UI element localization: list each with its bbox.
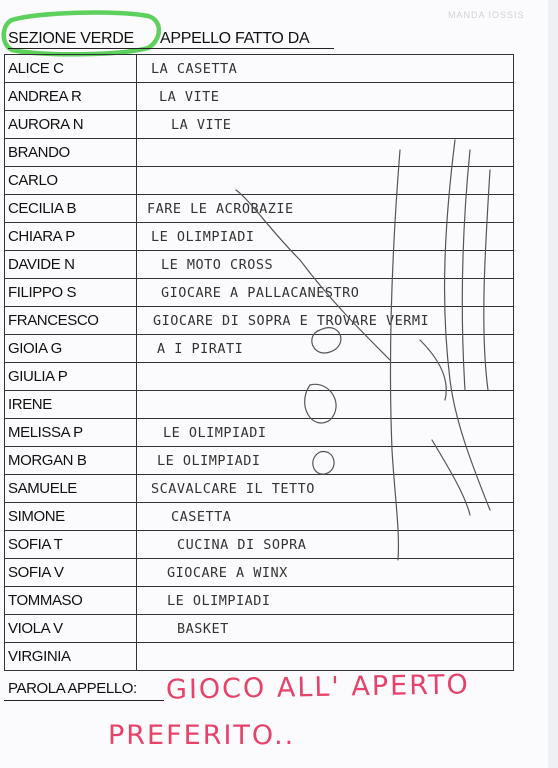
answer-cell xyxy=(137,139,514,167)
table-row xyxy=(5,475,514,503)
answer-cell xyxy=(137,503,514,531)
answer-cell xyxy=(137,83,514,111)
student-name: DAVIDE N xyxy=(5,251,137,279)
student-name: FILIPPO S xyxy=(5,279,137,307)
answer-cell xyxy=(137,615,514,643)
handwritten-answer: LE MOTO CROSS xyxy=(161,256,274,273)
student-name: VIOLA V xyxy=(5,615,137,643)
table-row xyxy=(5,167,514,195)
student-name: SIMONE xyxy=(5,503,137,531)
student-name: IRENE xyxy=(5,391,137,419)
answer-cell xyxy=(137,447,514,475)
handwritten-answer: GIOCARE A PALLACANESTRO xyxy=(161,284,360,301)
student-name: GIOIA G xyxy=(5,335,137,363)
student-name: ALICE C xyxy=(5,55,137,83)
table-row xyxy=(5,587,514,615)
student-name: TOMMASO xyxy=(5,587,137,615)
answer-cell xyxy=(137,643,514,671)
student-name: VIRGINIA xyxy=(5,643,137,671)
table-row xyxy=(5,559,514,587)
table-row xyxy=(5,447,514,475)
student-name: CARLO xyxy=(5,167,137,195)
table-row xyxy=(5,223,514,251)
parola-appello-label: PAROLA APPELLO: xyxy=(8,680,137,697)
table-row xyxy=(5,55,514,83)
table-row xyxy=(5,279,514,307)
student-name: BRANDO xyxy=(5,139,137,167)
answer-cell xyxy=(137,251,514,279)
page-edge xyxy=(548,0,558,768)
student-name: SAMUELE xyxy=(5,475,137,503)
student-name: MELISSA P xyxy=(5,419,137,447)
table-row xyxy=(5,531,514,559)
answer-cell xyxy=(137,195,514,223)
student-name: AURORA N xyxy=(5,111,137,139)
answer-cell xyxy=(137,111,514,139)
student-name: SOFIA V xyxy=(5,559,137,587)
answer-cell xyxy=(137,587,514,615)
handwritten-answer: A I PIRATI xyxy=(157,340,244,357)
table-row xyxy=(5,503,514,531)
handwritten-answer: SCAVALCARE IL TETTO xyxy=(151,480,315,497)
parola-appello-word-line1: GIOCO ALL' APERTO xyxy=(165,669,470,706)
answer-cell xyxy=(137,531,514,559)
answer-cell xyxy=(137,279,514,307)
faint-corner-text: MANDA IOSSIS xyxy=(448,10,525,20)
handwritten-answer: BASKET xyxy=(177,620,229,637)
handwritten-answer: LA VITE xyxy=(171,116,232,133)
section-label: SEZIONE VERDE xyxy=(8,30,134,47)
student-name: GIULIA P xyxy=(5,363,137,391)
answer-cell xyxy=(137,167,514,195)
table-row xyxy=(5,83,514,111)
parola-appello-word-line2: PREFERITO.. xyxy=(108,720,296,751)
handwritten-answer: GIOCARE A WINX xyxy=(167,564,288,581)
table-row xyxy=(5,419,514,447)
handwritten-answer: LE OLIMPIADI xyxy=(167,592,271,609)
student-name: FRANCESCO xyxy=(5,307,137,335)
answer-cell xyxy=(137,475,514,503)
handwritten-answer: CASETTA xyxy=(171,508,232,525)
student-name: CECILIA B xyxy=(5,195,137,223)
sheet-header xyxy=(4,18,524,50)
table-row xyxy=(5,391,514,419)
table-row xyxy=(5,111,514,139)
handwritten-answer: LE OLIMPIADI xyxy=(163,424,267,441)
table-row xyxy=(5,363,514,391)
handwritten-answer: LA VITE xyxy=(159,88,220,105)
handwritten-answer: LA CASETTA xyxy=(151,60,238,77)
student-name: CHIARA P xyxy=(5,223,137,251)
roll-table xyxy=(4,54,514,671)
student-name: MORGAN B xyxy=(5,447,137,475)
table-row xyxy=(5,195,514,223)
table-row xyxy=(5,139,514,167)
student-name: SOFIA T xyxy=(5,531,137,559)
answer-cell xyxy=(137,391,514,419)
table-row xyxy=(5,307,514,335)
student-name: ANDREA R xyxy=(5,83,137,111)
handwritten-answer: LE OLIMPIADI xyxy=(151,228,255,245)
answer-cell xyxy=(137,363,514,391)
handwritten-answer: CUCINA DI SOPRA xyxy=(177,536,307,553)
table-row xyxy=(5,615,514,643)
header-underline xyxy=(8,48,334,49)
answer-cell xyxy=(137,419,514,447)
answer-cell xyxy=(137,55,514,83)
handwritten-answer: GIOCARE DI SOPRA E TROVARE VERMI xyxy=(153,312,430,329)
answer-cell xyxy=(137,223,514,251)
table-row xyxy=(5,251,514,279)
footer-underline xyxy=(4,700,164,701)
table-row xyxy=(5,643,514,671)
appello-label: APPELLO FATTO DA xyxy=(160,30,310,47)
handwritten-answer: LE OLIMPIADI xyxy=(157,452,261,469)
answer-cell xyxy=(137,559,514,587)
roll-table-body xyxy=(5,55,514,671)
handwritten-answer: FARE LE ACROBAZIE xyxy=(147,200,294,217)
answer-cell xyxy=(137,335,514,363)
table-row xyxy=(5,335,514,363)
answer-cell xyxy=(137,307,514,335)
